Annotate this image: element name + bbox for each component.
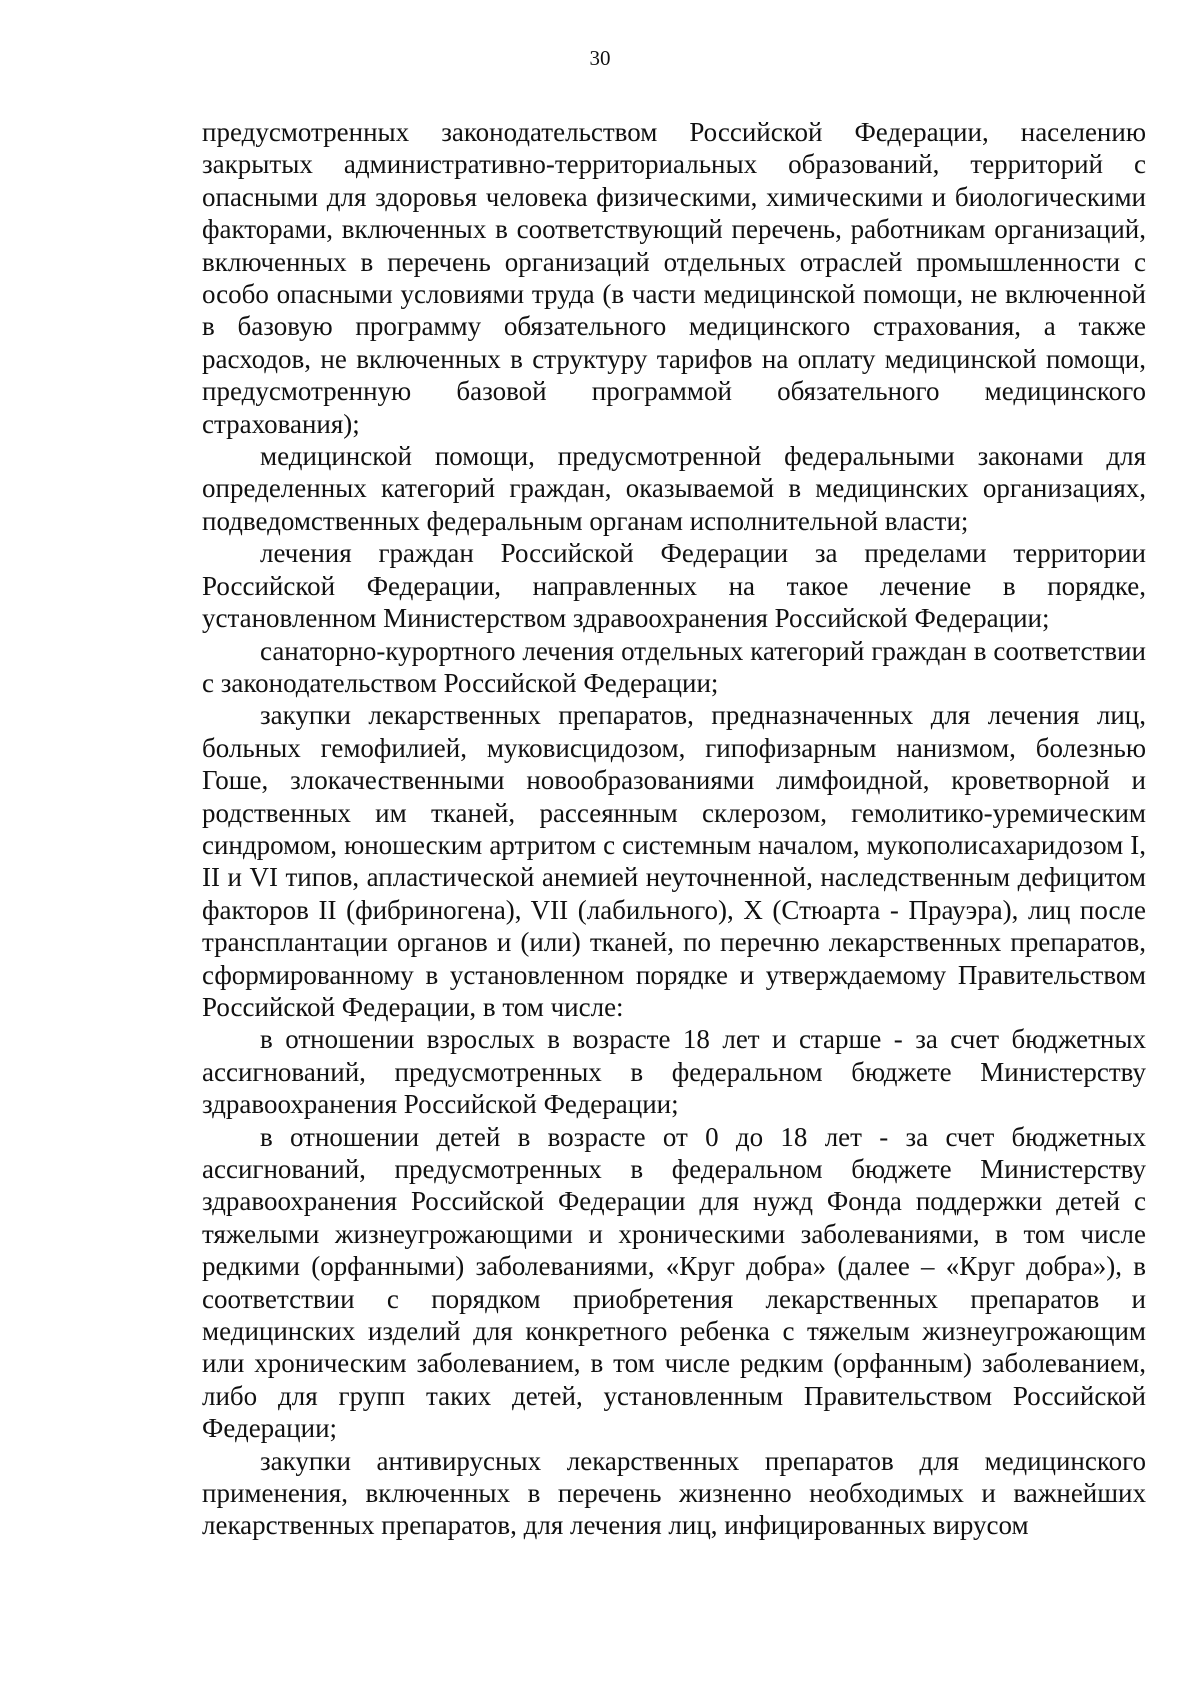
paragraph-7: в отношении детей в возрасте от 0 до 18 лет - за счет бюджетных ассигнований, предусмотренных в федеральном бюджете Министерству здравоохранения Российской Федерации для нужд Фонда поддержки детей с тяжелыми жизнеугрожающими и хроническими заболеваниями, в том числе редкими (орфанными) заболеваниями, «Круг добра» (далее – «Круг добра»), в соответствии с порядком приобретения лекарственных препаратов и медицинских изделий для конкретного ребенка с тяжелым жизнеугрожающим или хроническим заболеванием, в том числе редким (орфанным) заболеванием, либо для групп таких детей, установленным Правительством Российской Федерации;	[202, 1121, 1146, 1444]
page-number: 30	[589, 46, 611, 70]
paragraph-1: предусмотренных законодательством Российской Федерации, населению закрытых административно-территориальных образований, территорий с опасными для здоровья человека физическими, химическими и биологическими факторами, включенных в соответствующий перечень, работникам организаций, включенных в перечень организаций отдельных отраслей промышленности с особо опасными условиями труда (в части медицинской помощи, не включенной в базовую программу обязательного медицинского страхования, а также расходов, не включенных в структуру тарифов на оплату медицинской помощи, предусмотренную базовой программой обязательного медицинского страхования);	[202, 117, 1146, 439]
paragraph-2: медицинской помощи, предусмотренной федеральными законами для определенных категорий граждан, оказываемой в медицинских организациях, подведомственных федеральным органам исполнительной власти;	[202, 441, 1146, 536]
paragraph-8: закупки антивирусных лекарственных препаратов для медицинского применения, включенных в перечень жизненно необходимых и важнейших лекарственных препаратов, для лечения лиц, инфицированных вирусом	[202, 1445, 1146, 1541]
paragraph-4: санаторно-курортного лечения отдельных категорий граждан в соответствии с законодательством Российской Федерации;	[202, 635, 1146, 698]
paragraph-5: закупки лекарственных препаратов, предназначенных для лечения лиц, больных гемофилией, муковисцидозом, гипофизарным нанизмом, болезнью Гоше, злокачественными новообразованиями лимфоидной, кроветворной и родственных им тканей, рассеянным склерозом, гемолитико-уремическим синдромом, юношеским артритом с системным началом, мукополисахаридозом I, II и VI типов, апластической анемией неуточненной, наследственным дефицитом факторов II (фибриногена), VII (лабильного), X (Стюарта - Прауэра), лиц после трансплантации органов и (или) тканей, по перечню лекарственных препаратов, сформированному в установленном порядке и утверждаемому Правительством Российской Федерации, в том числе:	[202, 700, 1146, 1022]
paragraph-6: в отношении взрослых в возрасте 18 лет и старше - за счет бюджетных ассигнований, предусмотренных в федеральном бюджете Министерству здравоохранения Российской Федерации;	[202, 1024, 1146, 1120]
document-body	[202, 116, 1146, 1542]
paragraph-3: лечения граждан Российской Федерации за пределами территории Российской Федерации, направленных на такое лечение в порядке, установленном Министерством здравоохранения Российской Федерации;	[202, 538, 1146, 634]
